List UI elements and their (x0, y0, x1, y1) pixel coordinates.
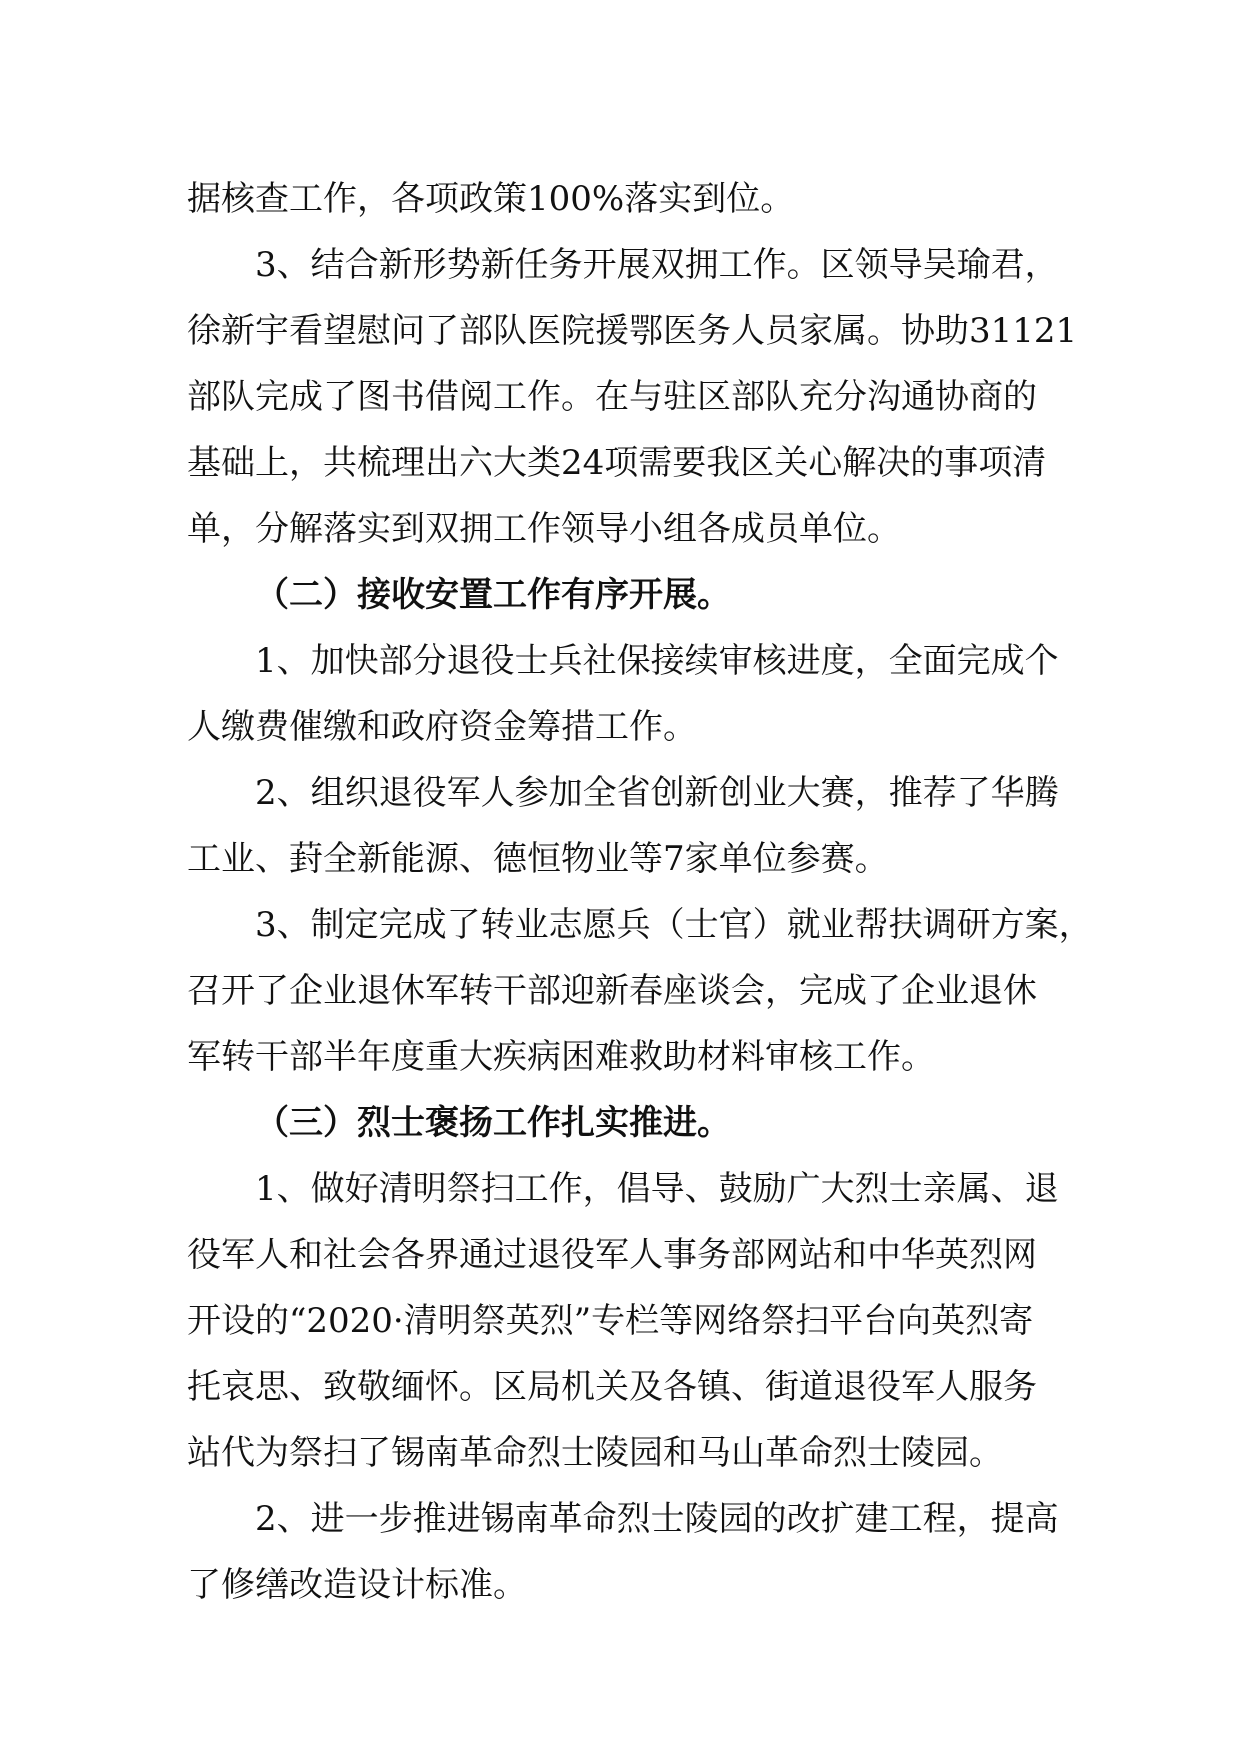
text-line: 徐新宇看望慰问了部队医院援鄂医务人员家属。协助31121 (187, 311, 1078, 351)
text-line: 基础上，共梳理出六大类24项需要我区关心解决的事项清 (187, 443, 1047, 483)
text-line: 了修缮改造设计标准。 (187, 1565, 527, 1605)
text-line: 据核查工作，各项政策100%落实到位。 (187, 179, 795, 219)
text-line: 部队完成了图书借阅工作。在与驻区部队充分沟通协商的 (187, 377, 1037, 417)
text-line: 开设的“2020·清明祭英烈”专栏等网络祭扫平台向英烈寄 (187, 1301, 1034, 1341)
text-line: 站代为祭扫了锡南革命烈士陵园和马山革命烈士陵园。 (187, 1433, 1003, 1473)
paragraph-start-line: 2、组织退役军人参加全省创新创业大赛，推荐了华腾 (255, 773, 1059, 813)
paragraph-start-line: 1、加快部分退役士兵社保接续审核进度，全面完成个 (255, 641, 1059, 681)
text-line: 单，分解落实到双拥工作领导小组各成员单位。 (187, 509, 901, 549)
paragraph-start-line: 3、结合新形势新任务开展双拥工作。区领导吴瑜君， (255, 245, 1059, 285)
text-line: 托哀思、致敬缅怀。区局机关及各镇、街道退役军人服务 (187, 1367, 1037, 1407)
text-line: 军转干部半年度重大疾病困难救助材料审核工作。 (187, 1037, 935, 1077)
paragraph-start-line: 1、做好清明祭扫工作，倡导、鼓励广大烈士亲属、退 (255, 1169, 1059, 1209)
section-heading: （三）烈士褒扬工作扎实推进。 (255, 1103, 731, 1143)
text-line: 役军人和社会各界通过退役军人事务部网站和中华英烈网 (187, 1235, 1037, 1275)
text-line: 人缴费催缴和政府资金筹措工作。 (187, 707, 697, 747)
text-line: 召开了企业退休军转干部迎新春座谈会，完成了企业退休 (187, 971, 1037, 1011)
text-line: 工业、葑全新能源、德恒物业等7家单位参赛。 (187, 839, 889, 879)
paragraph-start-line: 2、进一步推进锡南革命烈士陵园的改扩建工程，提高 (255, 1499, 1059, 1539)
document-body (187, 166, 1093, 1618)
paragraph-start-line: 3、制定完成了转业志愿兵（士官）就业帮扶调研方案， (255, 905, 1093, 945)
section-heading: （二）接收安置工作有序开展。 (255, 575, 731, 615)
